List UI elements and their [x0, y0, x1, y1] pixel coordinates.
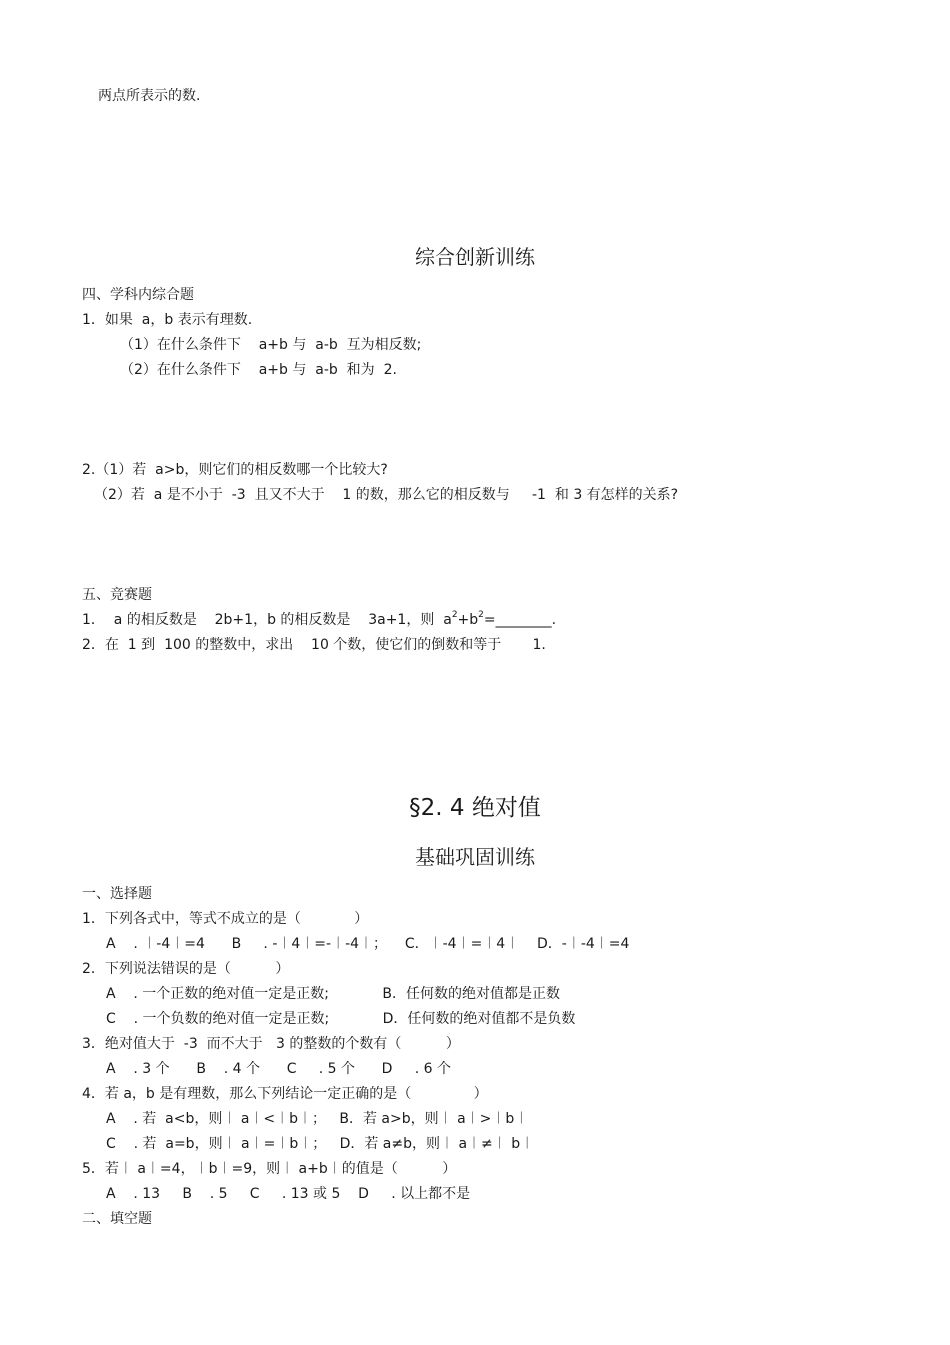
c1-superscript-b: 2 [478, 610, 484, 620]
mc-question-5-options: A . 13 B . 5 C . 13 或 5 D . 以上都不是 [106, 1186, 471, 1202]
question-2-part-2: （2）若 a 是不小于 -3 且又不大于 1 的数，那么它的相反数与 -1 和 3 有怎样的关系? [94, 487, 679, 503]
mc-question-2: 2．下列说法错误的是（ ） [82, 961, 290, 977]
question-1-part-2: （2）在什么条件下 a+b 与 a-b 和为 2. [120, 362, 397, 378]
part1-heading: 一、选择题 [82, 886, 152, 902]
top-fragment-text: 两点所表示的数. [98, 88, 201, 104]
mc-question-3-options: A . 3 个 B . 4 个 C . 5 个 D . 6 个 [106, 1061, 451, 1077]
c1-text-mid: +b [457, 612, 479, 628]
c1-text-pre: 1． a 的相反数是 2b+1，b 的相反数是 3a+1，则 a [82, 612, 452, 628]
mc-question-2-options-cd: C . 一个负数的绝对值一定是正数; D．任何数的绝对值都不是负数 [106, 1011, 576, 1027]
mc-question-1-options: A . ︱-4︱=4 B . -︱4︱=-︱-4︱； C．︱-4︱=︱4︱ D．-︱-4︱=4 [106, 936, 630, 952]
mc-question-4-options-cd: C . 若 a=b，则︱ a︱=︱b︱； D．若 a≠b，则︱ a︱≠︱ b︱ [106, 1136, 535, 1152]
mc-question-4: 4．若 a，b 是有理数，那么下列结论一定正确的是（ ） [82, 1086, 488, 1102]
competition-question-1 [82, 611, 556, 629]
part2-heading: 二、填空题 [82, 1211, 152, 1227]
c1-text-post: =________. [483, 612, 557, 628]
mc-question-4-options-ab: A . 若 a<b，则︱ a︱<︱b︱； B．若 a>b，则︱ a︱>︱b︱ [106, 1111, 529, 1127]
part4-heading: 四、学科内综合题 [82, 287, 194, 303]
c1-superscript-a: 2 [451, 610, 458, 620]
mc-question-2-options-ab: A . 一个正数的绝对值一定是正数; B．任何数的绝对值都是正数 [106, 986, 561, 1002]
mc-question-1: 1．下列各式中，等式不成立的是（ ） [82, 911, 369, 927]
competition-question-2: 2．在 1 到 100 的整数中，求出 10 个数，使它们的倒数和等于 1. [82, 637, 546, 653]
section-title-comprehensive: 综合创新训练 [415, 245, 535, 269]
mc-question-5: 5．若︱ a︱=4，︱b︱=9，则︱ a+b︱的值是（ ） [82, 1161, 457, 1177]
section-subtitle: 基础巩固训练 [415, 845, 535, 869]
question-2-part-1: 2.（1）若 a>b，则它们的相反数哪一个比较大? [82, 462, 388, 478]
mc-question-3: 3．绝对值大于 -3 而不大于 3 的整数的个数有（ ） [82, 1036, 460, 1052]
question-1-part-1: （1）在什么条件下 a+b 与 a-b 互为相反数; [120, 337, 422, 353]
question-1: 1．如果 a，b 表示有理数. [82, 312, 253, 328]
chapter-title: §2. 4 绝对值 [409, 795, 541, 821]
part5-heading: 五、竞赛题 [82, 587, 152, 603]
